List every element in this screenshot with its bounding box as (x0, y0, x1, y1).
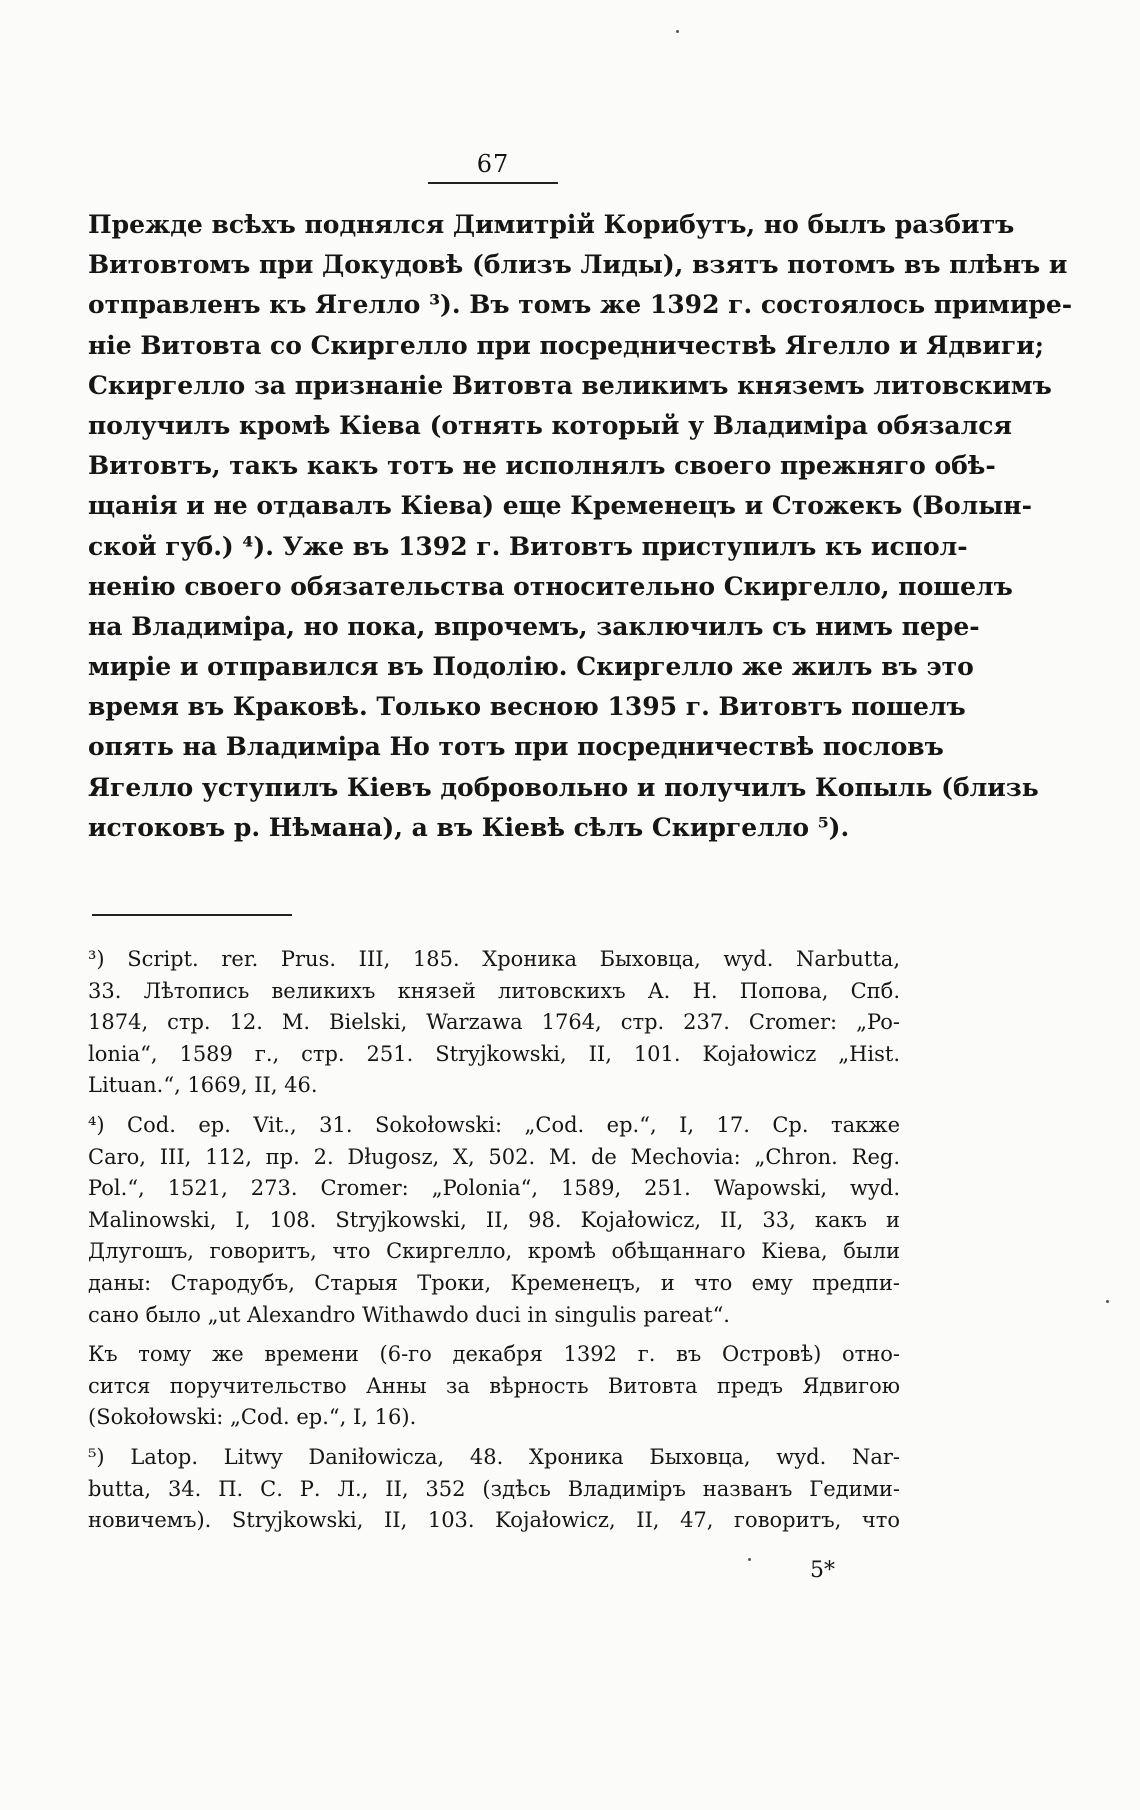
text-line: на Владиміра, но пока, впрочемъ, заключилъ съ нимъ пере- (88, 611, 980, 641)
footnote-4-line: Длугошъ, говоритъ, что Скиргелло, кромѣ обѣщаннаго Кіева, были (88, 1239, 900, 1264)
scan-speck (676, 30, 679, 33)
footnote-5-line: ⁵) Latop. Litwy Daniłowicza, 48. Хроника Быховца, wyd. Nar- (88, 1444, 900, 1469)
page-number-rule (428, 182, 558, 184)
footnote-4-line: Caro, III, 112, пр. 2. Długosz, X, 502. M. de Mechovia: „Chron. Reg. (88, 1144, 900, 1169)
text-line: Витовтъ, такъ какъ тотъ не исполнялъ своего прежняго обѣ- (88, 451, 996, 481)
footnote-gap (88, 1434, 900, 1442)
footnote-gap (88, 1102, 900, 1110)
footnote-5-line: новичемъ). Stryjkowski, II, 103. Kojałowicz, II, 47, говоритъ, что (88, 1508, 900, 1533)
text-line: Скиргелло за признаніе Витовта великимъ княземъ литовскимъ (88, 370, 1052, 400)
footnote-3-line: 1874, стр. 12. M. Bielski, Warzawa 1764, стр. 237. Cromer: „Po- (88, 1010, 900, 1035)
footnote-3-line: ³) Script. rer. Prus. III, 185. Хроника Быховца, wyd. Narbutta, (88, 947, 900, 971)
footnote-4-line: даны: Стародубъ, Старыя Троки, Кременецъ, и что ему предпи- (88, 1270, 900, 1295)
text-line: отправленъ къ Ягелло ³). Въ томъ же 1392 г. состоялось примире- (88, 290, 1073, 320)
footnote-4-continuation-line: (Sokołowski: „Cod. ep.“, I, 16). (88, 1405, 417, 1430)
footnote-4-line: Pol.“, 1521, 273. Cromer: „Polonia“, 1589, 251. Wapowski, wyd. (88, 1176, 900, 1201)
text-line: Прежде всѣхъ поднялся Димитрій Корибутъ, но былъ разбитъ (88, 210, 1015, 239)
text-line: щанія и не отдавалъ Кіева) еще Кременецъ и Стожекъ (Волын- (88, 491, 1032, 521)
footnote-gap (88, 1331, 900, 1339)
text-line: ской губ.) ⁴). Уже въ 1392 г. Витовтъ приступилъ къ испол- (88, 531, 968, 561)
signature-mark: 5* (810, 1558, 835, 1583)
footnote-4-line: ⁴) Cod. ep. Vit., 31. Sokołowski: „Cod. ep.“, I, 17. Ср. также (88, 1112, 900, 1137)
text-line: ненію своего обязательства относительно Скиргелло, пошелъ (88, 571, 1013, 601)
text-line: истоковъ р. Нѣмана), а въ Кіевѣ сѣлъ Скиргелло ⁵). (88, 812, 850, 842)
footnote-4-continuation-line: сится поручительство Анны за вѣрность Витовта предъ Ядвигою (88, 1373, 900, 1398)
text-line: Ягелло уступилъ Кіевъ добровольно и получилъ Копыль (близь (88, 772, 1039, 802)
page-number: 67 (476, 150, 510, 178)
footnote-4-line: сано было „ut Alexandro Withawdo duci in singulis pareat“. (88, 1302, 730, 1327)
footnote-3-line: 33. Лѣтопись великихъ князей литовскихъ А. Н. Попова, Спб. (88, 978, 900, 1003)
footnote-5-line: butta, 34. П. С. Р. Л., II, 352 (здѣсь Владиміръ названъ Гедими- (88, 1476, 900, 1501)
text-line: время въ Краковѣ. Только весною 1395 г. Витовтъ пошелъ (88, 692, 966, 722)
text-line: получилъ кромѣ Кіева (отнять который у Владиміра обязался (88, 410, 1012, 440)
footnote-3-line: Lituan.“, 1669, II, 46. (88, 1073, 318, 1098)
scan-speck (748, 1558, 751, 1561)
footnote-4-line: Malinowski, I, 108. Stryjkowski, II, 98. Kojałowicz, II, 33, какъ и (88, 1207, 900, 1232)
scan-speck (1106, 1300, 1109, 1303)
footnote-4-continuation-line: Къ тому же времени (6-го декабря 1392 г. въ Островѣ) отно- (88, 1342, 900, 1367)
text-line: миріе и отправился въ Подолію. Скиргелло же жилъ въ это (88, 652, 974, 682)
footnotes (88, 944, 900, 1537)
text-line: опять на Владиміра Но тотъ при посредничествѣ пословъ (88, 732, 944, 762)
footnote-3-line: lonia“, 1589 г., стр. 251. Stryjkowski, II, 101. Kojałowicz „Hist. (88, 1041, 900, 1066)
main-text (88, 205, 1073, 848)
text-line: Витовтомъ при Докудовѣ (близъ Лиды), взятъ потомъ въ плѣнъ и (88, 250, 1068, 280)
footnote-separator (92, 914, 292, 916)
text-line: ніе Витовта со Скиргелло при посредничествѣ Ягелло и Ядвиги; (88, 330, 1044, 360)
